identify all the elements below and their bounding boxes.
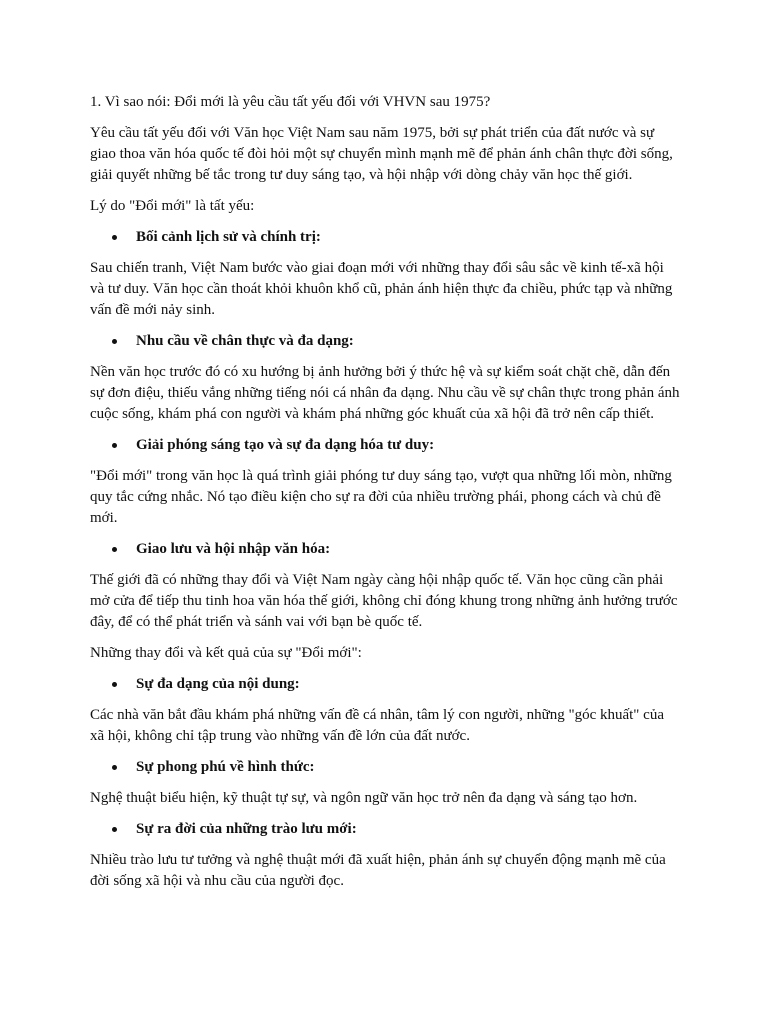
- results-heading: Những thay đổi và kết quả của sự "Đổi mới":: [90, 645, 362, 661]
- result-bullet-3: [90, 819, 680, 840]
- result-text: Nhiều trào lưu tư tưởng và nghệ thuật mới đã xuất hiện, phản ánh sự chuyển động mạnh mẽ của đời sống xã hội và nhu cầu của người đọc.: [90, 852, 666, 889]
- question-heading: 1. Vì sao nói: Đổi mới là yêu cầu tất yếu đối với VHVN sau 1975?: [90, 94, 491, 110]
- reason-title: Giao lưu và hội nhập văn hóa:: [136, 541, 331, 557]
- intro-paragraph: Yêu cầu tất yếu đối với Văn học Việt Nam sau năm 1975, bởi sự phát triển của đất nước và sự giao thoa văn hóa quốc tế đòi hỏi một sự chuyển mình mạnh mẽ để phản ánh chân thực đời sống, giải quyết những bế tắc trong tư duy sáng tạo, và hội nhập với dòng chảy văn học thế giới.: [90, 125, 673, 183]
- result-bullet-2: [90, 757, 680, 778]
- result-bullet-1: [90, 674, 680, 695]
- document-page: [90, 92, 680, 902]
- reason-bullet-3: [90, 435, 680, 456]
- result-text: Các nhà văn bắt đầu khám phá những vấn đề cá nhân, tâm lý con người, những "góc khuất" của xã hội, không chỉ tập trung vào những vấn đề lớn của đất nước.: [90, 707, 664, 744]
- bullet-dot-icon: [112, 443, 117, 448]
- result-text: Nghệ thuật biểu hiện, kỹ thuật tự sự, và ngôn ngữ văn học trở nên đa dạng và sáng tạo hơn.: [90, 790, 638, 806]
- reason-bullet-1: [90, 227, 680, 248]
- reason-title: Giải phóng sáng tạo và sự đa dạng hóa tư duy:: [136, 437, 435, 453]
- reasons-heading: Lý do "Đổi mới" là tất yếu:: [90, 198, 255, 214]
- reason-title: Bối cảnh lịch sử và chính trị:: [136, 229, 321, 245]
- bullet-dot-icon: [112, 547, 117, 552]
- bullet-dot-icon: [112, 235, 117, 240]
- reason-text: Thế giới đã có những thay đổi và Việt Nam ngày càng hội nhập quốc tế. Văn học cũng cần phải mở cửa để tiếp thu tinh hoa văn hóa thế giới, không chỉ đóng khung trong những ảnh hưởng trước đây, để có thể phát triển và sánh vai với bạn bè quốc tế.: [90, 572, 678, 630]
- result-title: Sự đa dạng của nội dung:: [136, 676, 300, 692]
- bullet-dot-icon: [112, 765, 117, 770]
- reason-title: Nhu cầu về chân thực và đa dạng:: [136, 333, 354, 349]
- result-title: Sự phong phú về hình thức:: [136, 759, 315, 775]
- bullet-dot-icon: [112, 339, 117, 344]
- bullet-dot-icon: [112, 682, 117, 687]
- reason-text: Nền văn học trước đó có xu hướng bị ảnh hưởng bởi ý thức hệ và sự kiểm soát chặt chẽ, dẫn đến sự đơn điệu, thiếu vắng những tiếng nói cá nhân đa dạng. Nhu cầu về sự chân thực trong phản ánh cuộc sống, khám phá con người và khám phá những góc khuất của xã hội đã trở nên cấp thiết.: [90, 364, 680, 422]
- reason-bullet-2: [90, 331, 680, 352]
- reason-text: "Đổi mới" trong văn học là quá trình giải phóng tư duy sáng tạo, vượt qua những lối mòn, những quy tắc cứng nhắc. Nó tạo điều kiện cho sự ra đời của nhiều trường phái, phong cách và chủ đề mới.: [90, 468, 672, 526]
- reason-text: Sau chiến tranh, Việt Nam bước vào giai đoạn mới với những thay đổi sâu sắc về kinh tế-xã hội và tư duy. Văn học cần thoát khỏi khuôn khổ cũ, phản ánh hiện thực đa chiều, phức tạp và những vấn đề mới nảy sinh.: [90, 260, 673, 318]
- result-title: Sự ra đời của những trào lưu mới:: [136, 821, 357, 837]
- bullet-dot-icon: [112, 827, 117, 832]
- reason-bullet-4: [90, 539, 680, 560]
